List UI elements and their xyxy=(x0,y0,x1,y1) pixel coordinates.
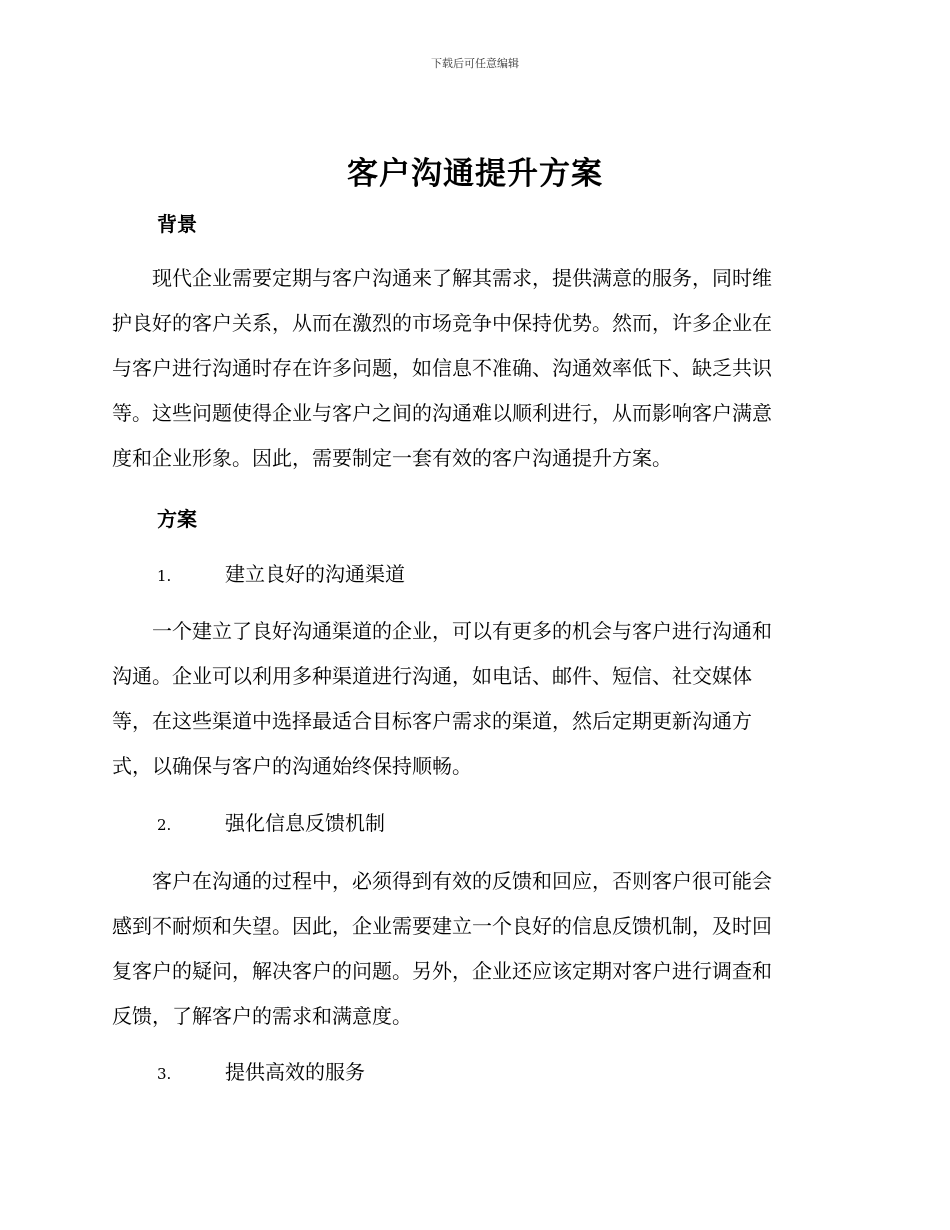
paragraph-line: 度和企业形象。因此，需要制定一套有效的客户沟通提升方案。 xyxy=(112,446,672,470)
paragraph-line: 一个建立了良好沟通渠道的企业，可以有更多的机会与客户进行沟通和 xyxy=(112,619,772,643)
list-number: 2. xyxy=(157,816,172,834)
paragraph-line: 感到不耐烦和失望。因此，企业需要建立一个良好的信息反馈机制，及时回 xyxy=(112,914,772,938)
plan-item-1-paragraph xyxy=(112,609,832,789)
document-title: 客户沟通提升方案 xyxy=(347,156,603,192)
list-item-title: 强化信息反馈机制 xyxy=(225,811,385,835)
paragraph-line: 复客户的疑问，解决客户的问题。另外，企业还应该定期对客户进行调查和 xyxy=(112,959,772,983)
section-heading-background: 背景 xyxy=(157,212,197,236)
list-number: 1. xyxy=(157,567,172,585)
paragraph-line: 等。这些问题使得企业与客户之间的沟通难以顺利进行，从而影响客户满意 xyxy=(112,401,772,425)
paragraph-line: 沟通。企业可以利用多种渠道进行沟通，如电话、邮件、短信、社交媒体 xyxy=(112,664,752,688)
plan-item-1-heading xyxy=(157,560,405,590)
paragraph-line: 现代企业需要定期与客户沟通来了解其需求，提供满意的服务，同时维 xyxy=(112,266,772,290)
background-paragraph xyxy=(112,256,832,481)
paragraph-line: 式，以确保与客户的沟通始终保持顺畅。 xyxy=(112,754,472,778)
list-item-title: 建立良好的沟通渠道 xyxy=(225,562,405,586)
plan-item-2-paragraph xyxy=(112,859,832,1039)
paragraph-line: 反馈，了解客户的需求和满意度。 xyxy=(112,1004,412,1028)
paragraph-line: 护良好的客户关系，从而在激烈的市场竞争中保持优势。然而，许多企业在 xyxy=(112,311,772,335)
list-item-title: 提供高效的服务 xyxy=(225,1060,365,1084)
paragraph-line: 等，在这些渠道中选择最适合目标客户需求的渠道，然后定期更新沟通方 xyxy=(112,709,752,733)
paragraph-line: 与客户进行沟通时存在许多问题，如信息不准确、沟通效率低下、缺乏共识 xyxy=(112,356,772,380)
plan-item-3-heading xyxy=(157,1058,365,1088)
plan-item-2-heading xyxy=(157,809,385,839)
paragraph-line: 客户在沟通的过程中，必须得到有效的反馈和回应，否则客户很可能会 xyxy=(112,869,772,893)
header-note: 下载后可任意编辑 xyxy=(431,57,519,70)
list-number: 3. xyxy=(157,1065,172,1083)
section-heading-plan: 方案 xyxy=(157,507,197,531)
